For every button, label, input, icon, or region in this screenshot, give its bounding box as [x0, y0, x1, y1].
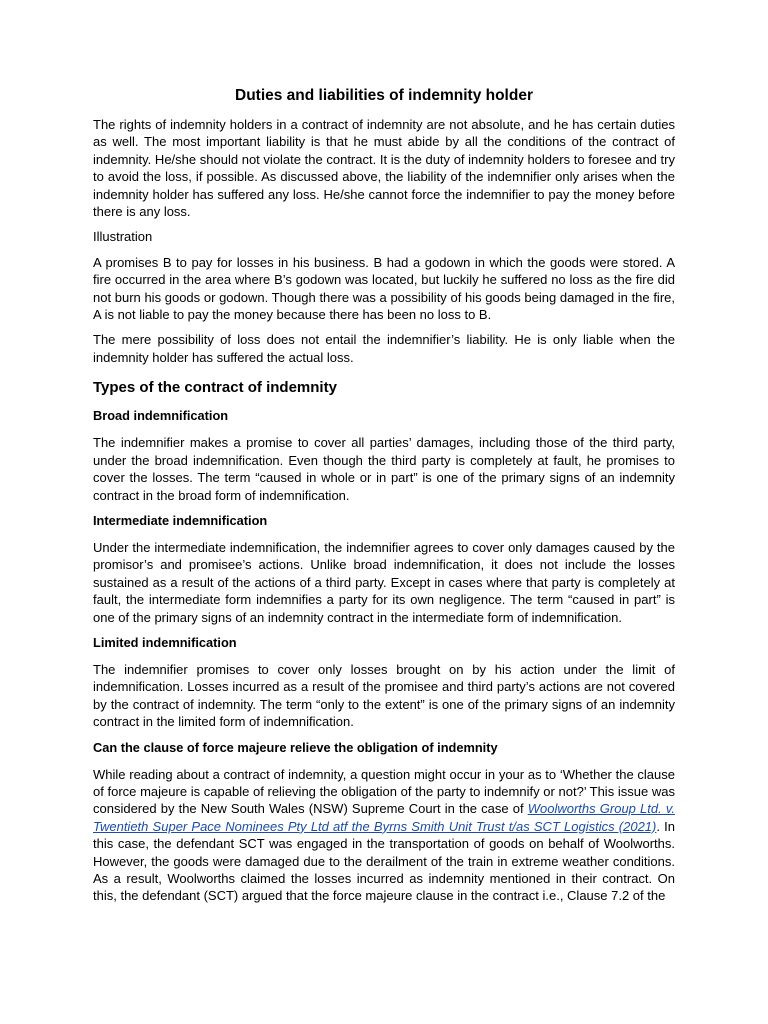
illustration-label: Illustration [93, 229, 153, 245]
force-majeure-text-before: While reading about a contract of indemnity, a question might occur in your as to ‘Whether the clause of force majeure is capable of relieving the obligation of the party to indemnify or not?’ This issue was considered by the New South Wales (NSW) Supreme Court in the case of [93, 766, 675, 817]
force-majeure-paragraph [93, 766, 675, 905]
force-majeure-text-after: . In this case, the defendant SCT was engaged in the transportation of goods on behalf of Woolworths. However, the goods were damaged due to the derailment of the train in extreme weather conditions. As a result, Woolworths claimed the losses incurred as indemnity mentioned in their contract. On this, the defendant (SCT) argued that the force majeure clause in the contract i.e., Clause 7.2 of the [93, 818, 675, 904]
document-page [93, 86, 675, 913]
intro-paragraph: The rights of indemnity holders in a contract of indemnity are not absolute, and he has certain duties as well. The most important liability is that he must abide by all the conditions of the contract of indemnity. He/she should not violate the contract. It is the duty of indemnity holders to foresee and try to avoid the loss, if possible. As discussed above, the liability of the indemnifier only arises when the indemnity holder has suffered any loss. He/she cannot force the indemnifier to pay the money before there is any loss. [93, 117, 675, 220]
possibility-paragraph: The mere possibility of loss does not entail the indemnifier’s liability. He is only liable when the indemnity holder has suffered the actual loss. [93, 332, 675, 365]
limited-paragraph: The indemnifier promises to cover only losses brought on by his action under the limit of indemnification. Losses incurred as a result of the promisee and third party’s actions are not covered by the contract of indemnity. The term “only to the extent” is one of the primary signs of an indemnity contract in the limited form of indemnification. [93, 661, 675, 730]
broad-heading: Broad indemnification [93, 408, 229, 424]
case-link[interactable]: Woolworths Group Ltd. v. Twentieth Super Pace Nominees Pty Ltd atf the Byrns Smith Unit Trust t/as SCT Logistics (2021) [93, 801, 675, 834]
illustration-paragraph: A promises B to pay for losses in his business. B had a godown in which the goods were stored. A fire occurred in the area where B’s godown was located, but luckily he suffered no loss as the fire did not burn his goods or godown. Though there was a possibility of his goods being damaged in the fire, A is not liable to pay the money because there has been no loss to B. [93, 254, 675, 323]
limited-heading: Limited indemnification [93, 634, 237, 650]
document-title: Duties and liabilities of indemnity holder [235, 87, 533, 104]
force-majeure-heading: Can the clause of force majeure relieve the obligation of indemnity [93, 739, 498, 755]
intermediate-paragraph: Under the intermediate indemnification, the indemnifier agrees to cover only damages caused by the promisor’s and promisee’s actions. Unlike broad indemnification, it does not include the losses sustained as a result of the actions of a third party. Except in cases where that party is completely at fault, the intermediate form indemnifies a party for its own negligence. The term “caused in part” is one of the primary signs of an indemnity contract in the intermediate form of indemnification. [93, 539, 675, 625]
broad-paragraph: The indemnifier makes a promise to cover all parties’ damages, including those of the third party, under the broad indemnification. Even though the third party is completely at fault, he promises to cover the losses. The term “caused in whole or in part” is one of the primary signs of an indemnity contract in the broad form of indemnification. [93, 435, 675, 503]
intermediate-heading: Intermediate indemnification [93, 512, 268, 528]
types-heading: Types of the contract of indemnity [93, 379, 337, 397]
